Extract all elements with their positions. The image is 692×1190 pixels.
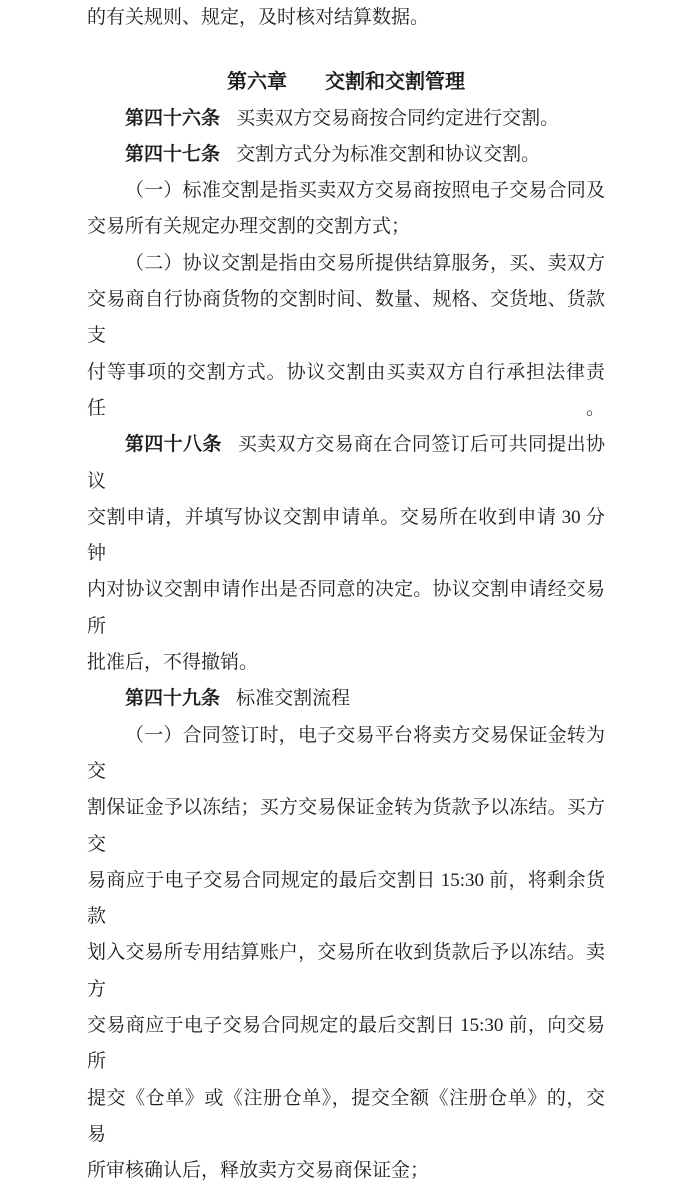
line-text: 提交《仓单》或《注册仓单》，提交全额《注册仓单》的，交易	[87, 1087, 605, 1145]
line-text: （二）协议交割是指由交易所提供结算服务，买、卖双方	[125, 252, 605, 274]
paragraph-line	[87, 935, 605, 1008]
line-text: 所审核确认后，释放卖方交易商保证金；	[87, 1160, 430, 1182]
paragraph-line	[87, 137, 605, 173]
article-number: 第四十八条	[125, 434, 222, 456]
chapter-title: 交割和交割管理	[325, 71, 465, 94]
line-text: 交易商应于电子交易合同规定的最后交割日 15:30 前，向交易所	[87, 1015, 605, 1073]
paragraph-line	[87, 173, 605, 209]
line-text: 买卖双方交易商在合同签订后可共同提出协议	[87, 434, 605, 492]
paragraph-line	[87, 681, 605, 717]
line-text: 割保证金予以冻结；买方交易保证金转为货款予以冻结。买方交	[87, 797, 605, 855]
paragraph-line	[87, 1153, 605, 1189]
line-text: 划入交易所专用结算账户，交易所在收到货款后予以冻结。卖方	[87, 942, 605, 1000]
article-number: 第四十九条	[125, 688, 221, 710]
article-number: 第四十六条	[125, 107, 221, 129]
paragraph-line	[87, 790, 605, 863]
paragraph-line	[87, 572, 605, 645]
paragraph-line	[87, 101, 605, 137]
paragraph-line	[87, 1008, 605, 1081]
paragraph-line	[87, 355, 605, 428]
paragraph-line	[87, 0, 605, 36]
line-text: 批准后，不得撤销。	[87, 652, 259, 674]
paragraph-line	[87, 718, 605, 791]
line-text: 的有关规则、规定，及时核对结算数据。	[87, 7, 430, 28]
line-text: （一）合同签订时，电子交易平台将卖方交易保证金转为交	[87, 724, 605, 782]
line-text: 标准交割流程	[236, 688, 351, 710]
line-text: 付等事项的交割方式。协议交割由买卖双方自行承担法律责任。	[87, 361, 605, 419]
line-text: 内对协议交割申请作出是否同意的决定。协议交割申请经交易所	[87, 579, 605, 637]
line-text: 易商应于电子交易合同规定的最后交割日 15:30 前，将剩余货款	[87, 869, 605, 928]
line-text: 交易商自行协商货物的交割时间、数量、规格、交货地、货款支	[87, 289, 605, 347]
paragraph-line	[87, 282, 605, 355]
paragraph-line	[87, 209, 605, 245]
line-text: （一）标准交割是指买卖双方交易商按照电子交易合同及	[125, 180, 605, 202]
line-text: 交易所有关规定办理交割的交割方式；	[87, 216, 411, 238]
paragraph-line	[87, 1081, 605, 1154]
chapter-heading	[87, 64, 605, 100]
chapter-number: 第六章	[227, 71, 287, 94]
line-text: 交割申请，并填写协议交割申请单。交易所在收到申请 30 分钟	[87, 506, 605, 565]
paragraph-line	[87, 427, 605, 500]
paragraph-line	[87, 645, 605, 681]
paragraph-line	[87, 246, 605, 282]
article-number: 第四十七条	[125, 143, 221, 165]
paragraph-line	[87, 863, 605, 936]
line-text: 买卖双方交易商按合同约定进行交割。	[236, 107, 560, 129]
paragraph-line	[87, 500, 605, 573]
line-text: 交割方式分为标准交割和协议交割。	[236, 143, 541, 165]
